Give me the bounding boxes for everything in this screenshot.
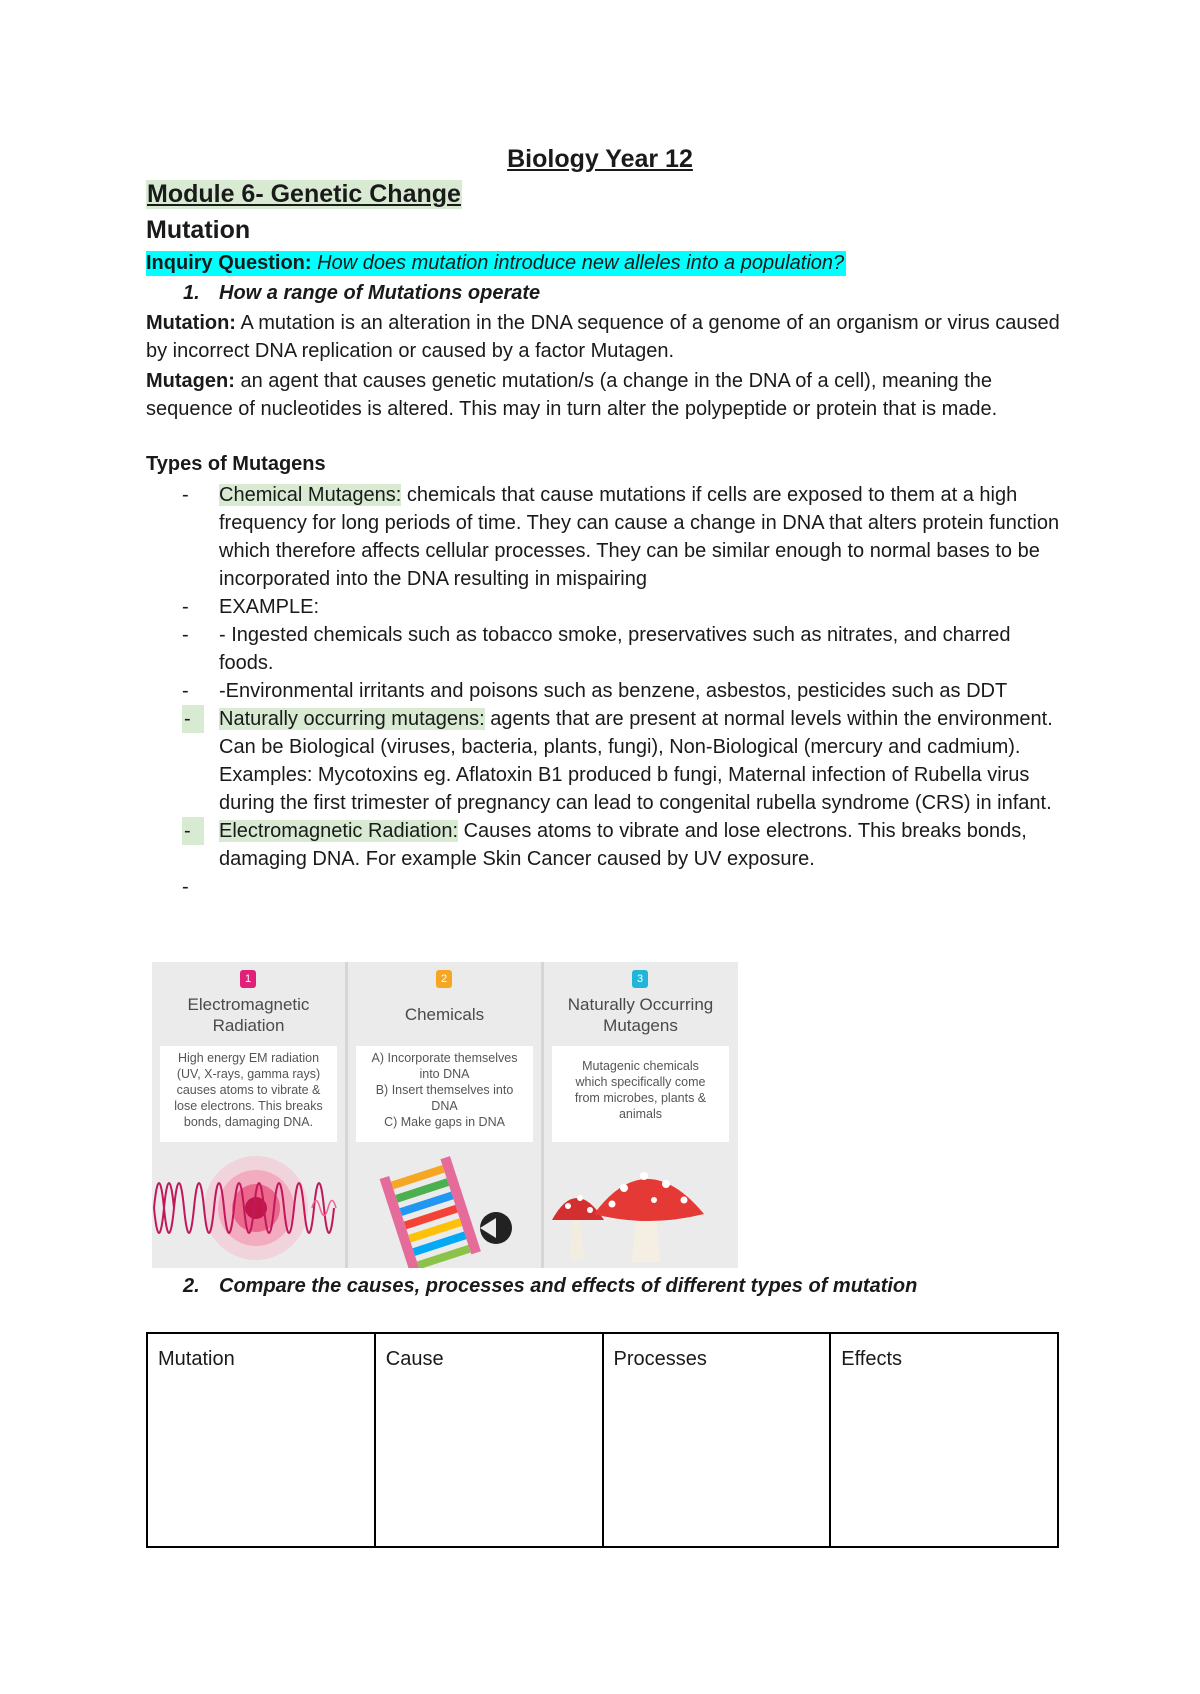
mutation-text: A mutation is an alteration in the DNA sequence of a genome of an organism or virus caused by incorrect DNA replication or caused by a factor Mutagen.	[146, 312, 1060, 362]
list-item	[146, 817, 1066, 873]
table-header-cause: Cause	[375, 1333, 603, 1547]
panel-line: animals	[618, 1107, 663, 1121]
list-item	[146, 593, 1066, 621]
panel-title: Chemicals	[404, 1005, 485, 1024]
heading-1	[183, 282, 540, 305]
panel-line: DNA	[431, 1099, 458, 1113]
heading-2	[183, 1275, 917, 1298]
mutation-term: Mutation:	[146, 312, 236, 334]
document-title: Biology Year 12	[507, 145, 693, 173]
list-item	[146, 873, 1066, 901]
panel-line: Mutagenic chemicals	[582, 1059, 699, 1073]
panel-chemicals	[348, 962, 541, 1268]
panel-description	[160, 1046, 337, 1142]
list-dash: -	[182, 624, 189, 646]
list-dash: -	[182, 596, 189, 618]
list-dash: -	[182, 484, 189, 506]
environmental-example: -Environmental irritants and poisons such as benzene, asbestos, pesticides such as DDT	[219, 680, 1008, 702]
inquiry-label: Inquiry Question:	[146, 252, 312, 274]
em-text: Causes atoms to vibrate and lose electrons. This breaks bonds, damaging DNA. For example Skin Cancer caused by UV exposure.	[219, 820, 1027, 870]
table-row	[147, 1333, 1058, 1547]
panel-line: bonds, damaging DNA.	[183, 1115, 314, 1129]
mutation-definition	[146, 309, 1066, 365]
panel-line: which specifically come	[575, 1075, 706, 1089]
panel-description	[552, 1046, 729, 1142]
inquiry-question	[146, 251, 846, 276]
list-dash: -	[182, 680, 189, 702]
mutagen-infographic	[152, 962, 738, 1268]
panel-line: (UV, X-rays, gamma rays)	[176, 1067, 321, 1081]
list-item	[146, 621, 1066, 677]
heading-2-text: Compare the causes, processes and effects of different types of mutation	[219, 1275, 918, 1297]
panel-line: into DNA	[419, 1067, 470, 1081]
panel-natural-mutagens	[544, 962, 737, 1268]
panel-number-badge: 3	[632, 970, 648, 988]
panel-line: A) Incorporate themselves	[371, 1051, 518, 1065]
section-title: Mutation	[146, 216, 251, 244]
mushroom-illustration	[544, 1148, 737, 1268]
list-dash: -	[182, 705, 204, 733]
panel-line: B) Insert themselves into	[375, 1083, 514, 1097]
list-dash: -	[182, 876, 189, 898]
natural-text: agents that are present at normal levels within the environment. Can be Biological (viruses, bacteria, plants, fungi), Non-Biological (mercury and cadmium). Examples: Mycotoxins eg. Aflatoxin B1 produced b fungi, Maternal infection of Rubella virus during the first trimester of pregnancy can lead to congenital rubella syndrome (CRS) in infant.	[219, 708, 1053, 814]
mutagen-list	[146, 481, 1066, 901]
em-term: Electromagnetic Radiation:	[219, 820, 459, 842]
panel-description	[356, 1046, 533, 1142]
mutagen-definition	[146, 367, 1066, 423]
panel-number-badge: 1	[240, 970, 256, 988]
list-item	[146, 705, 1066, 817]
panel-title: Naturally Occurring Mutagens	[567, 995, 714, 1035]
table-header-mutation: Mutation	[147, 1333, 375, 1547]
dna-ladder-illustration	[348, 1148, 541, 1268]
panel-em-radiation	[152, 962, 345, 1268]
heading-2-number: 2.	[183, 1275, 200, 1297]
table-header-processes: Processes	[603, 1333, 831, 1547]
list-item	[146, 481, 1066, 593]
heading-1-number: 1.	[183, 282, 200, 304]
ingested-example: - Ingested chemicals such as tobacco smoke, preservatives such as nitrates, and charred foods.	[219, 624, 1011, 674]
panel-line: from microbes, plants &	[574, 1091, 707, 1105]
heading-1-text: How a range of Mutations operate	[219, 282, 541, 304]
panel-title: Electromagnetic Radiation	[187, 995, 310, 1035]
radiation-wave-illustration	[152, 1148, 345, 1268]
mutagen-text: an agent that causes genetic mutation/s (a change in the DNA of a cell), meaning the sequence of nucleotides is altered. This may in turn alter the polypeptide or protein that is made.	[146, 370, 998, 420]
panel-number-badge: 2	[436, 970, 452, 988]
panel-line: High energy EM radiation	[177, 1051, 320, 1065]
panel-line: lose electrons. This breaks	[174, 1099, 323, 1113]
panel-line: C) Make gaps in DNA	[384, 1115, 505, 1129]
list-dash: -	[182, 817, 204, 845]
panel-line: causes atoms to vibrate &	[176, 1083, 321, 1097]
natural-term: Naturally occurring mutagens:	[219, 708, 485, 730]
chemical-term: Chemical Mutagens:	[219, 484, 402, 506]
chemical-text: chemicals that cause mutations if cells are exposed to them at a high frequency for long periods of time. They can cause a change in DNA that alters protein function which therefore affects cellular processes. They can be similar enough to normal bases to be incorporated into the DNA resulting in mispairing	[219, 484, 1060, 590]
inquiry-question-text: How does mutation introduce new alleles into a population?	[317, 252, 845, 274]
module-title: Module 6- Genetic Change	[147, 180, 461, 208]
types-of-mutagens-heading: Types of Mutagens	[146, 453, 326, 475]
list-item	[146, 677, 1066, 705]
mutation-comparison-table	[146, 1332, 1059, 1548]
table-header-effects: Effects	[830, 1333, 1058, 1547]
example-label: EXAMPLE:	[219, 596, 320, 618]
mutagen-term: Mutagen:	[146, 370, 235, 392]
